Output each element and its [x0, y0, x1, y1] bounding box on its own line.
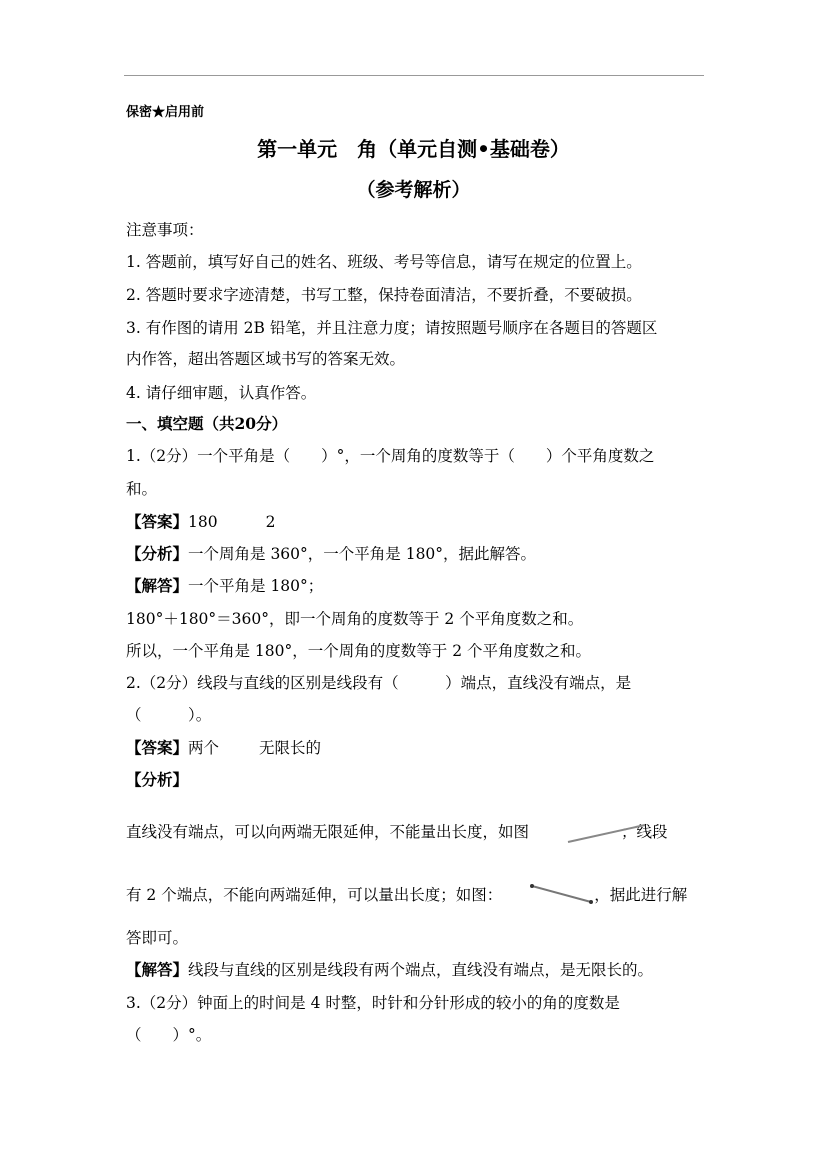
q2-analysis-text: 直线没有端点，可以向两端无限延伸，不能量出长度，如图: [126, 823, 530, 841]
notice-item: 3. 有作图的请用 2B 铅笔，并且注意力度；请按照题号顺序在各题目的答题区: [126, 319, 658, 337]
solution-label: 【解答】: [126, 576, 189, 595]
segment-endpoint: [530, 884, 534, 888]
notice-item: 2. 答题时要求字迹清楚，书写工整，保持卷面清洁，不要折叠，不要破损。: [126, 286, 642, 304]
q2-answer-b: 无限长的: [259, 739, 322, 757]
q2-solution: [126, 958, 653, 980]
q1-solution-line: 180°＋180°＝360°，即一个周角的度数等于 2 个平角度数之和。: [126, 610, 584, 628]
q3-stem: 3.（2分）钟面上的时间是 4 时整，时针和分针形成的较小的角的度数是: [126, 994, 620, 1012]
q2-analysis-line: 答即可。: [126, 929, 189, 947]
q2-stem-cont: （ ）。: [126, 706, 212, 724]
straight-line-figure: [565, 822, 649, 846]
segment-endpoint: [589, 900, 593, 904]
q1-answer: [126, 510, 275, 532]
q2-stem: 2.（2分）线段与直线的区别是线段有（ ）端点，直线没有端点，是: [126, 674, 632, 692]
page-title: 第一单元 角（单元自测•基础卷）: [257, 137, 570, 161]
segment-stroke: [532, 886, 591, 902]
analysis-label: 【分析】: [126, 770, 189, 789]
q2-analysis-text: ，据此进行解: [594, 886, 688, 904]
straight-line-stroke: [568, 825, 645, 842]
notice-heading: 注意事项：: [126, 221, 204, 239]
q3-stem-cont: （ ）°。: [126, 1026, 212, 1044]
analysis-label: 【分析】: [126, 544, 189, 563]
q2-analysis-line: [126, 883, 687, 905]
answer-label: 【答案】: [126, 512, 189, 531]
line-segment-figure: [527, 880, 597, 908]
notice-item: 内作答，超出答题区域书写的答案无效。: [126, 350, 406, 368]
notice-item: 1. 答题前，填写好自己的姓名、班级、考号等信息，请写在规定的位置上。: [126, 253, 642, 271]
section-heading: 一、填空题（共20分）: [126, 414, 288, 433]
q1-solution-text: 一个平角是 180°；: [188, 577, 324, 595]
q1-answer-b: 2: [265, 513, 276, 531]
solution-label: 【解答】: [126, 960, 189, 979]
header-rule: [124, 75, 704, 76]
page-subtitle: （参考解析）: [356, 179, 471, 201]
confidential-label: 保密★启用前: [126, 105, 205, 120]
q1-stem-cont: 和。: [126, 480, 158, 498]
q1-analysis: [126, 542, 536, 564]
notice-item: 4. 请仔细审题，认真作答。: [126, 384, 317, 402]
q2-analysis-text: ；线段: [621, 823, 668, 841]
q2-analysis: [126, 768, 188, 790]
q1-answer-a: 180: [188, 513, 218, 531]
q1-solution-line: 所以，一个平角是 180°，一个周角的度数等于 2 个平角度数之和。: [126, 642, 591, 660]
q1-solution: [126, 574, 323, 596]
q1-analysis-text: 一个周角是 360°，一个平角是 180°，据此解答。: [188, 545, 537, 563]
q2-analysis-text: 有 2 个端点，不能向两端延伸，可以量出长度；如图：: [126, 886, 503, 904]
q1-stem: 1.（2分）一个平角是（ ）°，一个周角的度数等于（ ）个平角度数之: [126, 447, 655, 465]
answer-label: 【答案】: [126, 738, 189, 757]
q2-answer: [126, 736, 321, 758]
q2-solution-text: 线段与直线的区别是线段有两个端点，直线没有端点，是无限长的。: [188, 961, 654, 979]
q2-answer-a: 两个: [188, 739, 220, 757]
